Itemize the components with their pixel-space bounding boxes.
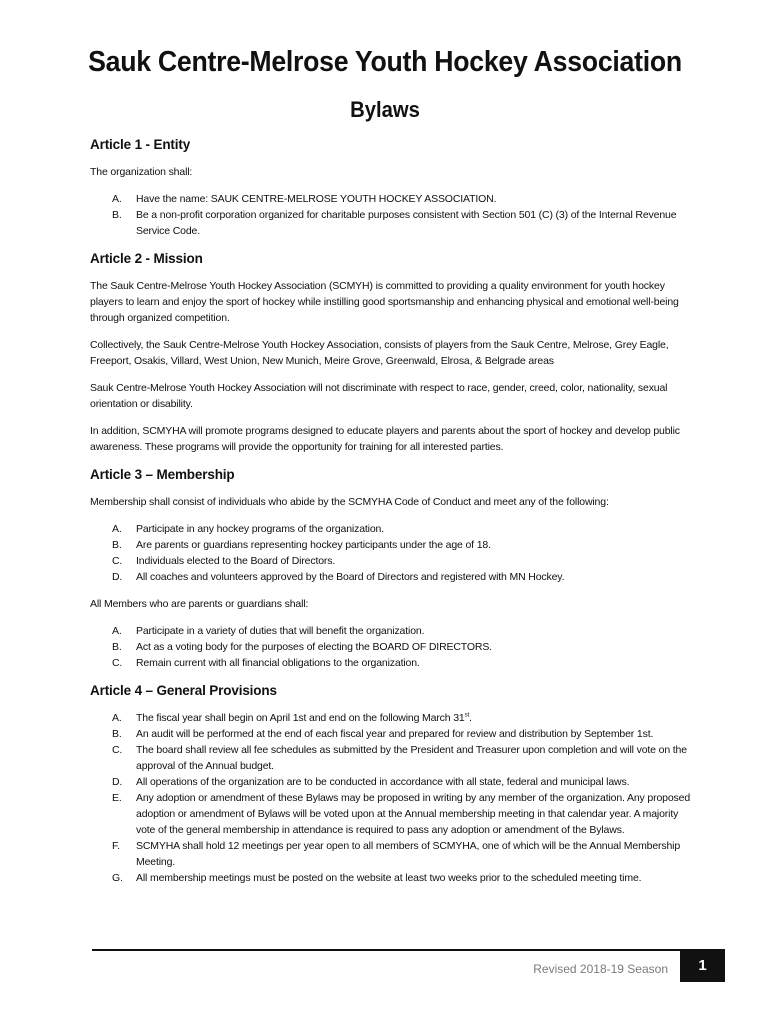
list-text: Remain current with all financial obligations to the organization.: [136, 657, 420, 669]
list-item: [90, 569, 690, 585]
list-marker: B.: [112, 728, 122, 740]
list-item: [90, 655, 690, 671]
list-text: All operations of the organization are to be conducted in accordance with all state, federal and municipal laws.: [136, 776, 630, 788]
list-item: [90, 553, 690, 569]
article-3-list: [90, 521, 690, 585]
list-marker: D.: [112, 776, 123, 788]
list-text: Act as a voting body for the purposes of electing the BOARD OF DIRECTORS.: [136, 641, 492, 653]
page-number: 1: [680, 949, 725, 982]
list-marker: C.: [112, 744, 123, 756]
list-text: SCMYHA shall hold 12 meetings per year open to all members of SCMYHA, one of which will be the Annual Membership Meeting.: [136, 840, 681, 868]
article-2-paragraph-4: In addition, SCMYHA will promote programs designed to educate players and parents about the sport of hockey and develop public awareness. These programs will provide the opportunity for training for all interested parties.: [90, 425, 680, 453]
list-text: Are parents or guardians representing hockey participants under the age of 18.: [136, 539, 491, 551]
list-item: [90, 870, 690, 886]
list-item: [90, 726, 690, 742]
list-text: Have the name: SAUK CENTRE-MELROSE YOUTH HOCKEY ASSOCIATION.: [136, 193, 497, 205]
list-marker: F.: [112, 840, 120, 852]
list-marker: A.: [112, 712, 122, 724]
list-item: [90, 790, 690, 838]
list-text: Any adoption or amendment of these Bylaws may be proposed in writing by any member of the organization. Any proposed adoption or amendment of Bylaws will be voted upon at the Annual membership meeting in that calendar year. A majority vote of the general membership in attendance is required to pass any adoption or amendment of the Bylaws.: [136, 792, 691, 836]
list-marker: E.: [112, 792, 122, 804]
list-item: [90, 710, 690, 726]
list-marker: G.: [112, 872, 123, 884]
list-marker: A.: [112, 625, 122, 637]
list-marker: C.: [112, 555, 123, 567]
list-item: [90, 639, 690, 655]
ordinal-suffix: st: [464, 712, 469, 719]
list-text: Individuals elected to the Board of Directors.: [136, 555, 336, 567]
article-1-heading: Article 1 - Entity: [90, 137, 191, 152]
list-item: [90, 521, 690, 537]
list-item: [90, 774, 690, 790]
list-marker: D.: [112, 571, 123, 583]
list-text: All coaches and volunteers approved by the Board of Directors and registered with MN Hockey.: [136, 571, 565, 583]
article-1-list: [90, 191, 690, 239]
article-2-heading: Article 2 - Mission: [90, 251, 203, 266]
list-text-main: The fiscal year shall begin on April 1st and end on the following March 31: [136, 712, 465, 724]
list-marker: B.: [112, 539, 122, 551]
list-text: All membership meetings must be posted on the website at least two weeks prior to the scheduled meeting time.: [136, 872, 642, 884]
list-item: [90, 191, 690, 207]
list-text: Participate in a variety of duties that will benefit the organization.: [136, 625, 425, 637]
list-item: [90, 207, 690, 239]
article-2-paragraph-1: The Sauk Centre-Melrose Youth Hockey Association (SCMYH) is committed to providing a quality environment for youth hockey players to learn and enjoy the sport of hockey while instilling good sportsmanship and enhancing physical and emotional well-being through organized competition.: [90, 280, 679, 324]
article-2-paragraph-3: Sauk Centre-Melrose Youth Hockey Association will not discriminate with respect to race, gender, creed, color, nationality, sexual orientation or disability.: [90, 382, 668, 410]
document-title: Sauk Centre-Melrose Youth Hockey Association: [88, 46, 682, 78]
article-1-intro: The organization shall:: [90, 166, 193, 178]
article-2-paragraph-2: Collectively, the Sauk Centre-Melrose Youth Hockey Association, consists of players from the Sauk Centre, Melrose, Grey Eagle, Freeport, Osakis, Villard, West Union, New Munich, Meire Grove, Greenwald, Elrosa, & Belgrade areas: [90, 339, 669, 367]
list-marker: B.: [112, 209, 122, 221]
footer-revised-text: Revised 2018-19 Season: [533, 962, 668, 976]
document-body: [90, 136, 690, 897]
list-text: An audit will be performed at the end of each fiscal year and prepared for review and distribution by September 1st.: [136, 728, 654, 740]
article-3-heading: Article 3 – Membership: [90, 467, 235, 482]
footer-divider: [92, 949, 725, 951]
list-text-end: .: [468, 712, 472, 724]
article-3-list-2: [90, 623, 690, 671]
list-marker: A.: [112, 193, 122, 205]
list-marker: C.: [112, 657, 123, 669]
list-text: The board shall review all fee schedules as submitted by the President and Treasurer upon completion and will vote on the approval of the Annual budget.: [136, 744, 687, 772]
article-3-intro: Membership shall consist of individuals who abide by the SCMYHA Code of Conduct and meet any of the following:: [90, 496, 609, 508]
list-item: [90, 623, 690, 639]
list-item: [90, 537, 690, 553]
list-item: [90, 838, 690, 870]
document-subtitle: Bylaws: [350, 97, 420, 122]
list-marker: B.: [112, 641, 122, 653]
article-3-intro-2: All Members who are parents or guardians shall:: [90, 598, 309, 610]
list-item: [90, 742, 690, 774]
article-4-list: [90, 710, 690, 886]
list-text: Participate in any hockey programs of the organization.: [136, 523, 384, 535]
list-text: Be a non-profit corporation organized for charitable purposes consistent with Section 501 (C) (3) of the Internal Revenue Service Code.: [136, 209, 677, 237]
article-4-heading: Article 4 – General Provisions: [90, 683, 277, 698]
list-text: [136, 710, 690, 726]
list-marker: A.: [112, 523, 122, 535]
